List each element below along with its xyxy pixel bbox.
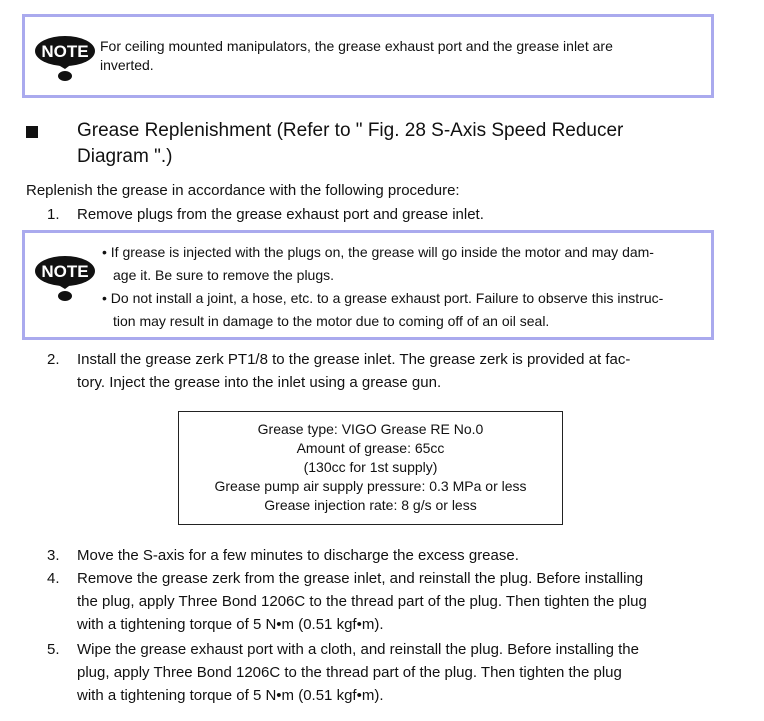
step-number: 5. <box>47 641 60 658</box>
step-text: Move the S-axis for a few minutes to discharge the excess grease. <box>77 547 519 564</box>
intro-text: Replenish the grease in accordance with the following procedure: <box>26 182 460 199</box>
note-bullet-line: • Do not install a joint, a hose, etc. to a grease exhaust port. Failure to observe this instruc- <box>102 290 664 306</box>
step-text: Wipe the grease exhaust port with a cloth, and reinstall the plug. Before installing the <box>77 641 639 658</box>
note-box-plugs <box>22 230 714 340</box>
step-text: tory. Inject the grease into the inlet using a grease gun. <box>77 374 442 391</box>
note-badge-label: NOTE <box>41 42 89 61</box>
square-bullet-icon <box>26 126 38 138</box>
section-title <box>77 118 717 170</box>
note-line: inverted. <box>100 57 154 73</box>
step-text: with a tightening torque of 5 N•m (0.51 kgf•m). <box>77 616 384 633</box>
note-icon <box>33 253 97 305</box>
note-bullet-line: • If grease is injected with the plugs on, the grease will go inside the motor and may dam- <box>102 244 654 260</box>
spec-line: Grease injection rate: 8 g/s or less <box>264 497 477 513</box>
step-text: plug, apply Three Bond 1206C to the thread part of the plug. Then tighten the plug <box>77 664 622 681</box>
note-badge-label: NOTE <box>41 262 89 281</box>
step-text: the plug, apply Three Bond 1206C to the thread part of the plug. Then tighten the plug <box>77 593 647 610</box>
section-title-line: Grease Replenishment (Refer to " Fig. 28 S-Axis Speed Reducer <box>77 120 624 141</box>
spec-line: Grease pump air supply pressure: 0.3 MPa or less <box>214 478 527 494</box>
note-box-ceiling-mount <box>22 14 714 98</box>
step-number: 1. <box>47 206 60 223</box>
section-title-line: Diagram ".) <box>77 146 173 167</box>
step-text: Install the grease zerk PT1/8 to the grease inlet. The grease zerk is provided at fac- <box>77 351 631 368</box>
note-line: For ceiling mounted manipulators, the grease exhaust port and the grease inlet are <box>100 38 613 54</box>
note-bullet-line: tion may result in damage to the motor due to coming off of an oil seal. <box>113 313 550 329</box>
step-number: 4. <box>47 570 60 587</box>
step-number: 2. <box>47 351 60 368</box>
note-bullet-line: age it. Be sure to remove the plugs. <box>113 267 335 283</box>
spec-line: Grease type: VIGO Grease RE No.0 <box>257 421 484 437</box>
step-text: Remove plugs from the grease exhaust port and grease inlet. <box>77 206 484 223</box>
step-number: 3. <box>47 547 60 564</box>
note-text <box>100 37 700 75</box>
spec-line: (130cc for 1st supply) <box>303 459 438 475</box>
spec-line: Amount of grease: 65cc <box>296 440 445 456</box>
step-text: Remove the grease zerk from the grease inlet, and reinstall the plug. Before installing <box>77 570 644 587</box>
step-text: with a tightening torque of 5 N•m (0.51 kgf•m). <box>77 687 384 704</box>
grease-spec-box <box>178 411 563 525</box>
note-icon <box>33 33 97 85</box>
